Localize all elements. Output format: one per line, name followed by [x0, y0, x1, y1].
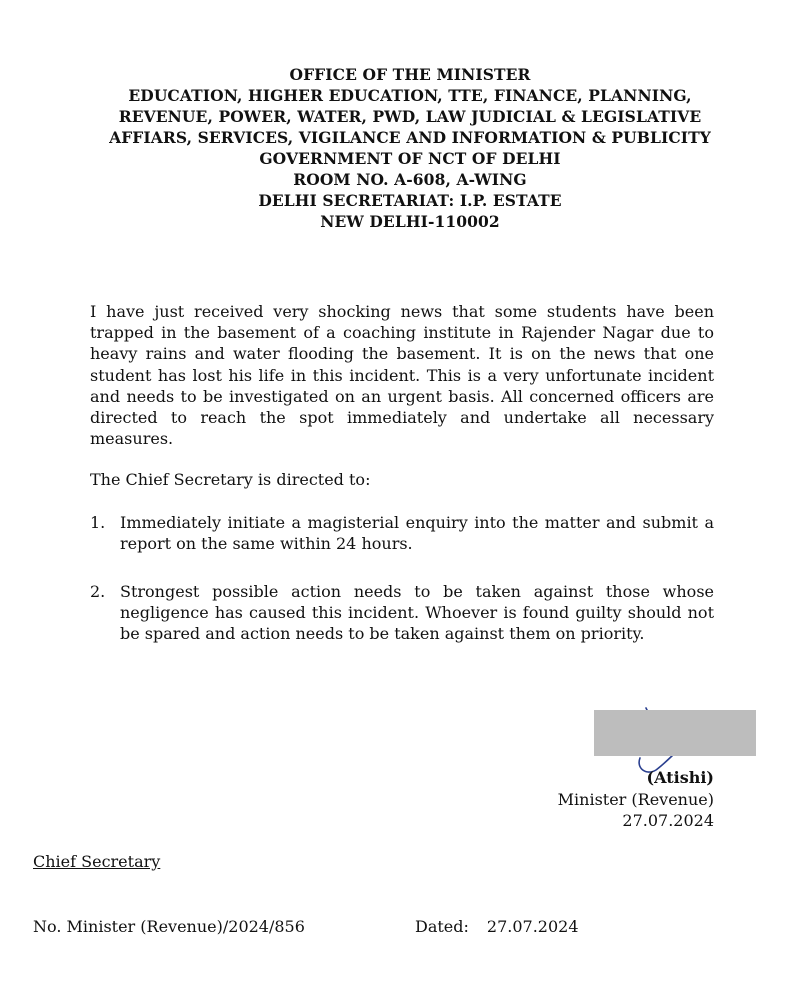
letterhead-line: REVENUE, POWER, WATER, PWD, LAW JUDICIAL & LEGISLATIVE: [118, 107, 702, 126]
dated-label: Dated:: [415, 917, 469, 936]
redacted-signature-box: [594, 710, 756, 756]
letterhead-line: DELHI SECRETARIAT: I.P. ESTATE: [258, 191, 562, 210]
letterhead-line: GOVERNMENT OF NCT OF DELHI: [259, 149, 561, 168]
signatory-title: Minister (Revenue): [557, 789, 714, 809]
body-paragraph: I have just received very shocking news that some students have been trapped in the basement of a coaching institute in Rajender Nagar due to heavy rains and water flooding the basement. It is on the news that one student has lost his life in this incident. This is a very unfortunate incident and needs to be investigated on an urgent basis. All concerned officers are directed to reach the spot immediately and undertake all necessary measures.: [90, 302, 714, 449]
dated-value: 27.07.2024: [486, 917, 579, 936]
dated-field: [415, 917, 579, 936]
item-number: 1.: [90, 513, 106, 532]
item-text: Strongest possible action needs to be taken against those whose negligence has caused this incident. Whoever is found guilty should not be spared and action needs to be taken against them on priority.: [120, 582, 714, 644]
signature-date: 27.07.2024: [622, 811, 714, 830]
letterhead: [0, 64, 800, 232]
addressee: Chief Secretary: [33, 852, 161, 871]
reference-number: No. Minister (Revenue)/2024/856: [33, 917, 305, 936]
letterhead-line: ROOM NO. A-608, A-WING: [293, 170, 527, 189]
directive-item: [90, 581, 714, 645]
item-text: Immediately initiate a magisterial enquiry into the matter and submit a report on the same within 24 hours.: [120, 513, 714, 554]
letterhead-line: OFFICE OF THE MINISTER: [289, 65, 531, 84]
letterhead-line: AFFIARS, SERVICES, VIGILANCE AND INFORMATION & PUBLICITY: [109, 128, 711, 147]
directive-item: [90, 512, 714, 554]
letterhead-line: NEW DELHI-110002: [320, 212, 500, 231]
letterhead-line: EDUCATION, HIGHER EDUCATION, TTE, FINANCE, PLANNING,: [128, 86, 692, 105]
item-number: 2.: [90, 582, 106, 601]
directive-intro: The Chief Secretary is directed to:: [90, 470, 371, 489]
signatory-name: (Atishi): [646, 768, 714, 787]
signature-block: [558, 767, 714, 832]
